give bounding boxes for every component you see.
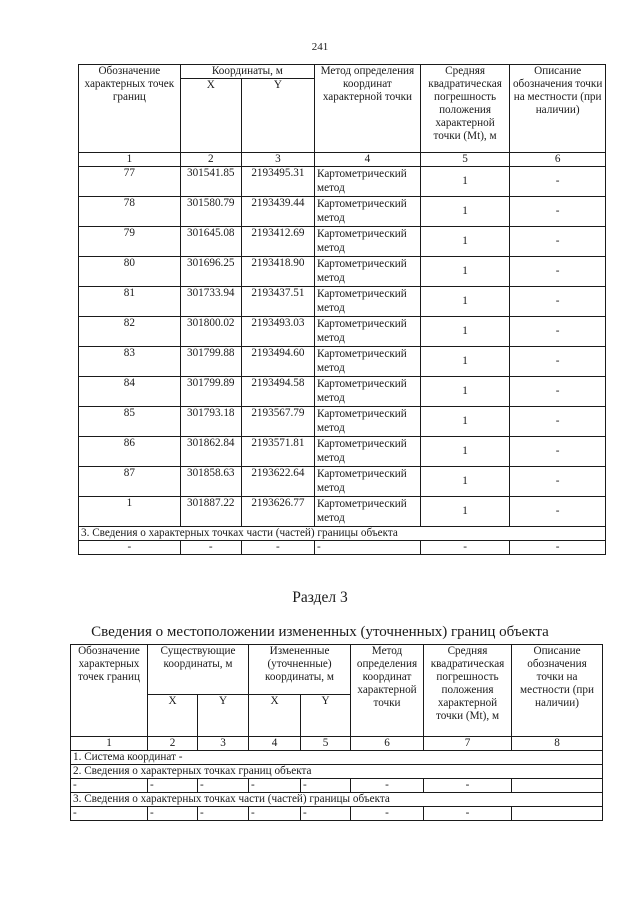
point-number: 79 bbox=[79, 227, 181, 257]
method: Картометрический метод bbox=[315, 197, 421, 227]
accuracy-value: 1 bbox=[420, 497, 510, 527]
description: - bbox=[510, 407, 606, 437]
dash-cell: - bbox=[180, 541, 241, 555]
y-coordinate: 2193622.64 bbox=[241, 467, 314, 497]
point-number: 77 bbox=[79, 167, 181, 197]
method: Картометрический метод bbox=[315, 257, 421, 287]
dash-cell bbox=[512, 807, 603, 821]
dash-cell: - bbox=[71, 779, 148, 793]
point-number: 1 bbox=[79, 497, 181, 527]
description: - bbox=[510, 377, 606, 407]
table-row bbox=[79, 377, 606, 407]
header-x-changed: X bbox=[249, 695, 301, 737]
dash-row bbox=[71, 779, 603, 793]
accuracy-value: 1 bbox=[420, 287, 510, 317]
col-num: 3 bbox=[198, 737, 249, 751]
y-coordinate: 2193412.69 bbox=[241, 227, 314, 257]
col-num: 1 bbox=[71, 737, 148, 751]
col-num: 4 bbox=[249, 737, 301, 751]
dash-cell: - bbox=[510, 541, 606, 555]
col-num: 5 bbox=[301, 737, 351, 751]
x-coordinate: 301793.18 bbox=[180, 407, 241, 437]
dash-cell: - bbox=[71, 807, 148, 821]
description: - bbox=[510, 197, 606, 227]
x-coordinate: 301862.84 bbox=[180, 437, 241, 467]
header-coords: Координаты, м bbox=[180, 65, 314, 79]
accuracy-value: 1 bbox=[420, 377, 510, 407]
y-coordinate: 2193567.79 bbox=[241, 407, 314, 437]
point-number: 82 bbox=[79, 317, 181, 347]
header-y-changed: Y bbox=[301, 695, 351, 737]
table-row bbox=[79, 257, 606, 287]
dash-cell: - bbox=[241, 541, 314, 555]
header-accuracy: Средняя квадратическая погрешность положения характерной точки (Mt), м bbox=[424, 645, 512, 737]
method: Картометрический метод bbox=[315, 347, 421, 377]
accuracy-value: 1 bbox=[420, 257, 510, 287]
dash-cell: - bbox=[351, 779, 424, 793]
method: Картометрический метод bbox=[315, 497, 421, 527]
coord-system-label: 1. Система координат - bbox=[71, 751, 603, 765]
col-num: 6 bbox=[351, 737, 424, 751]
x-coordinate: 301645.08 bbox=[180, 227, 241, 257]
method: Картометрический метод bbox=[315, 227, 421, 257]
dash-cell: - bbox=[198, 779, 249, 793]
point-number: 87 bbox=[79, 467, 181, 497]
table-row bbox=[79, 347, 606, 377]
dash-cell: - bbox=[249, 807, 301, 821]
header-method: Метод определения координат характерной точки bbox=[315, 65, 421, 153]
y-coordinate: 2193495.31 bbox=[241, 167, 314, 197]
dash-row bbox=[71, 807, 603, 821]
dash-cell: - bbox=[79, 541, 181, 555]
method: Картометрический метод bbox=[315, 287, 421, 317]
column-numbers-row bbox=[71, 737, 603, 751]
method: Картометрический метод bbox=[315, 407, 421, 437]
accuracy-value: 1 bbox=[420, 227, 510, 257]
point-number: 83 bbox=[79, 347, 181, 377]
header-designation: Обозначение характерных точек границ bbox=[71, 645, 148, 737]
method: Картометрический метод bbox=[315, 467, 421, 497]
method: Картометрический метод bbox=[315, 377, 421, 407]
table-row bbox=[79, 197, 606, 227]
description: - bbox=[510, 167, 606, 197]
table-row bbox=[79, 467, 606, 497]
x-coordinate: 301799.89 bbox=[180, 377, 241, 407]
method: Картометрический метод bbox=[315, 437, 421, 467]
accuracy-value: 1 bbox=[420, 197, 510, 227]
col-num: 4 bbox=[315, 153, 421, 167]
description: - bbox=[510, 317, 606, 347]
header-designation: Обозначение характерных точек границ bbox=[79, 65, 181, 153]
y-coordinate: 2193626.77 bbox=[241, 497, 314, 527]
table-row bbox=[79, 167, 606, 197]
x-coordinate: 301696.25 bbox=[180, 257, 241, 287]
header-description: Описание обозначения точки на местности (при наличии) bbox=[510, 65, 606, 153]
table-row bbox=[79, 317, 606, 347]
dash-cell: - bbox=[301, 807, 351, 821]
x-coordinate: 301799.88 bbox=[180, 347, 241, 377]
header-accuracy: Средняя квадратическая погрешность положения характерной точки (Mt), м bbox=[420, 65, 510, 153]
description: - bbox=[510, 437, 606, 467]
col-num: 1 bbox=[79, 153, 181, 167]
method: Картометрический метод bbox=[315, 167, 421, 197]
header-description: Описание обозначения точки на местности (при наличии) bbox=[512, 645, 603, 737]
page-number: 241 bbox=[311, 41, 329, 53]
header-y-existing: Y bbox=[198, 695, 249, 737]
description: - bbox=[510, 257, 606, 287]
accuracy-value: 1 bbox=[420, 437, 510, 467]
x-coordinate: 301580.79 bbox=[180, 197, 241, 227]
table-row bbox=[79, 437, 606, 467]
y-coordinate: 2193418.90 bbox=[241, 257, 314, 287]
table-row bbox=[79, 497, 606, 527]
col-num: 7 bbox=[424, 737, 512, 751]
point-number: 80 bbox=[79, 257, 181, 287]
dash-row bbox=[79, 541, 606, 555]
column-numbers-row bbox=[79, 153, 606, 167]
header-changed-coords: Измененные (уточненные) координаты, м bbox=[249, 645, 351, 695]
boundary-points-table bbox=[78, 64, 606, 555]
section-subtitle: Сведения о местоположении измененных (уточненных) границ объекта bbox=[91, 624, 549, 640]
y-coordinate: 2193437.51 bbox=[241, 287, 314, 317]
table-row bbox=[79, 407, 606, 437]
description: - bbox=[510, 227, 606, 257]
col-num: 3 bbox=[241, 153, 314, 167]
col-num: 8 bbox=[512, 737, 603, 751]
point-number: 84 bbox=[79, 377, 181, 407]
description: - bbox=[510, 497, 606, 527]
dash-cell: - bbox=[351, 807, 424, 821]
dash-cell: - bbox=[424, 807, 512, 821]
header-x-existing: X bbox=[148, 695, 198, 737]
dash-cell: - bbox=[420, 541, 510, 555]
dash-cell: - bbox=[315, 541, 421, 555]
header-y: Y bbox=[241, 79, 314, 153]
col-num: 5 bbox=[420, 153, 510, 167]
y-coordinate: 2193493.03 bbox=[241, 317, 314, 347]
y-coordinate: 2193439.44 bbox=[241, 197, 314, 227]
dash-cell: - bbox=[424, 779, 512, 793]
dash-cell bbox=[512, 779, 603, 793]
col-num: 6 bbox=[510, 153, 606, 167]
x-coordinate: 301858.63 bbox=[180, 467, 241, 497]
accuracy-value: 1 bbox=[420, 347, 510, 377]
point-number: 81 bbox=[79, 287, 181, 317]
y-coordinate: 2193571.81 bbox=[241, 437, 314, 467]
changed-boundaries-table bbox=[70, 644, 603, 821]
x-coordinate: 301733.94 bbox=[180, 287, 241, 317]
col-num: 2 bbox=[180, 153, 241, 167]
part-section-label: 3. Сведения о характерных точках части (частей) границы объекта bbox=[79, 527, 606, 541]
table-row bbox=[79, 227, 606, 257]
x-coordinate: 301887.22 bbox=[180, 497, 241, 527]
x-coordinate: 301541.85 bbox=[180, 167, 241, 197]
dash-cell: - bbox=[148, 807, 198, 821]
header-x: X bbox=[180, 79, 241, 153]
points-section-label: 2. Сведения о характерных точках границ объекта bbox=[71, 765, 603, 779]
description: - bbox=[510, 467, 606, 497]
dash-cell: - bbox=[249, 779, 301, 793]
section-title: Раздел 3 bbox=[292, 589, 348, 606]
header-method: Метод определения координат характерной точки bbox=[351, 645, 424, 737]
point-number: 86 bbox=[79, 437, 181, 467]
accuracy-value: 1 bbox=[420, 407, 510, 437]
table-row bbox=[79, 287, 606, 317]
dash-cell: - bbox=[301, 779, 351, 793]
col-num: 2 bbox=[148, 737, 198, 751]
dash-cell: - bbox=[148, 779, 198, 793]
description: - bbox=[510, 287, 606, 317]
header-existing-coords: Существующие координаты, м bbox=[148, 645, 249, 695]
method: Картометрический метод bbox=[315, 317, 421, 347]
y-coordinate: 2193494.58 bbox=[241, 377, 314, 407]
accuracy-value: 1 bbox=[420, 317, 510, 347]
point-number: 85 bbox=[79, 407, 181, 437]
accuracy-value: 1 bbox=[420, 467, 510, 497]
y-coordinate: 2193494.60 bbox=[241, 347, 314, 377]
accuracy-value: 1 bbox=[420, 167, 510, 197]
point-number: 78 bbox=[79, 197, 181, 227]
description: - bbox=[510, 347, 606, 377]
dash-cell: - bbox=[198, 807, 249, 821]
part-section-label: 3. Сведения о характерных точках части (частей) границы объекта bbox=[71, 793, 603, 807]
x-coordinate: 301800.02 bbox=[180, 317, 241, 347]
